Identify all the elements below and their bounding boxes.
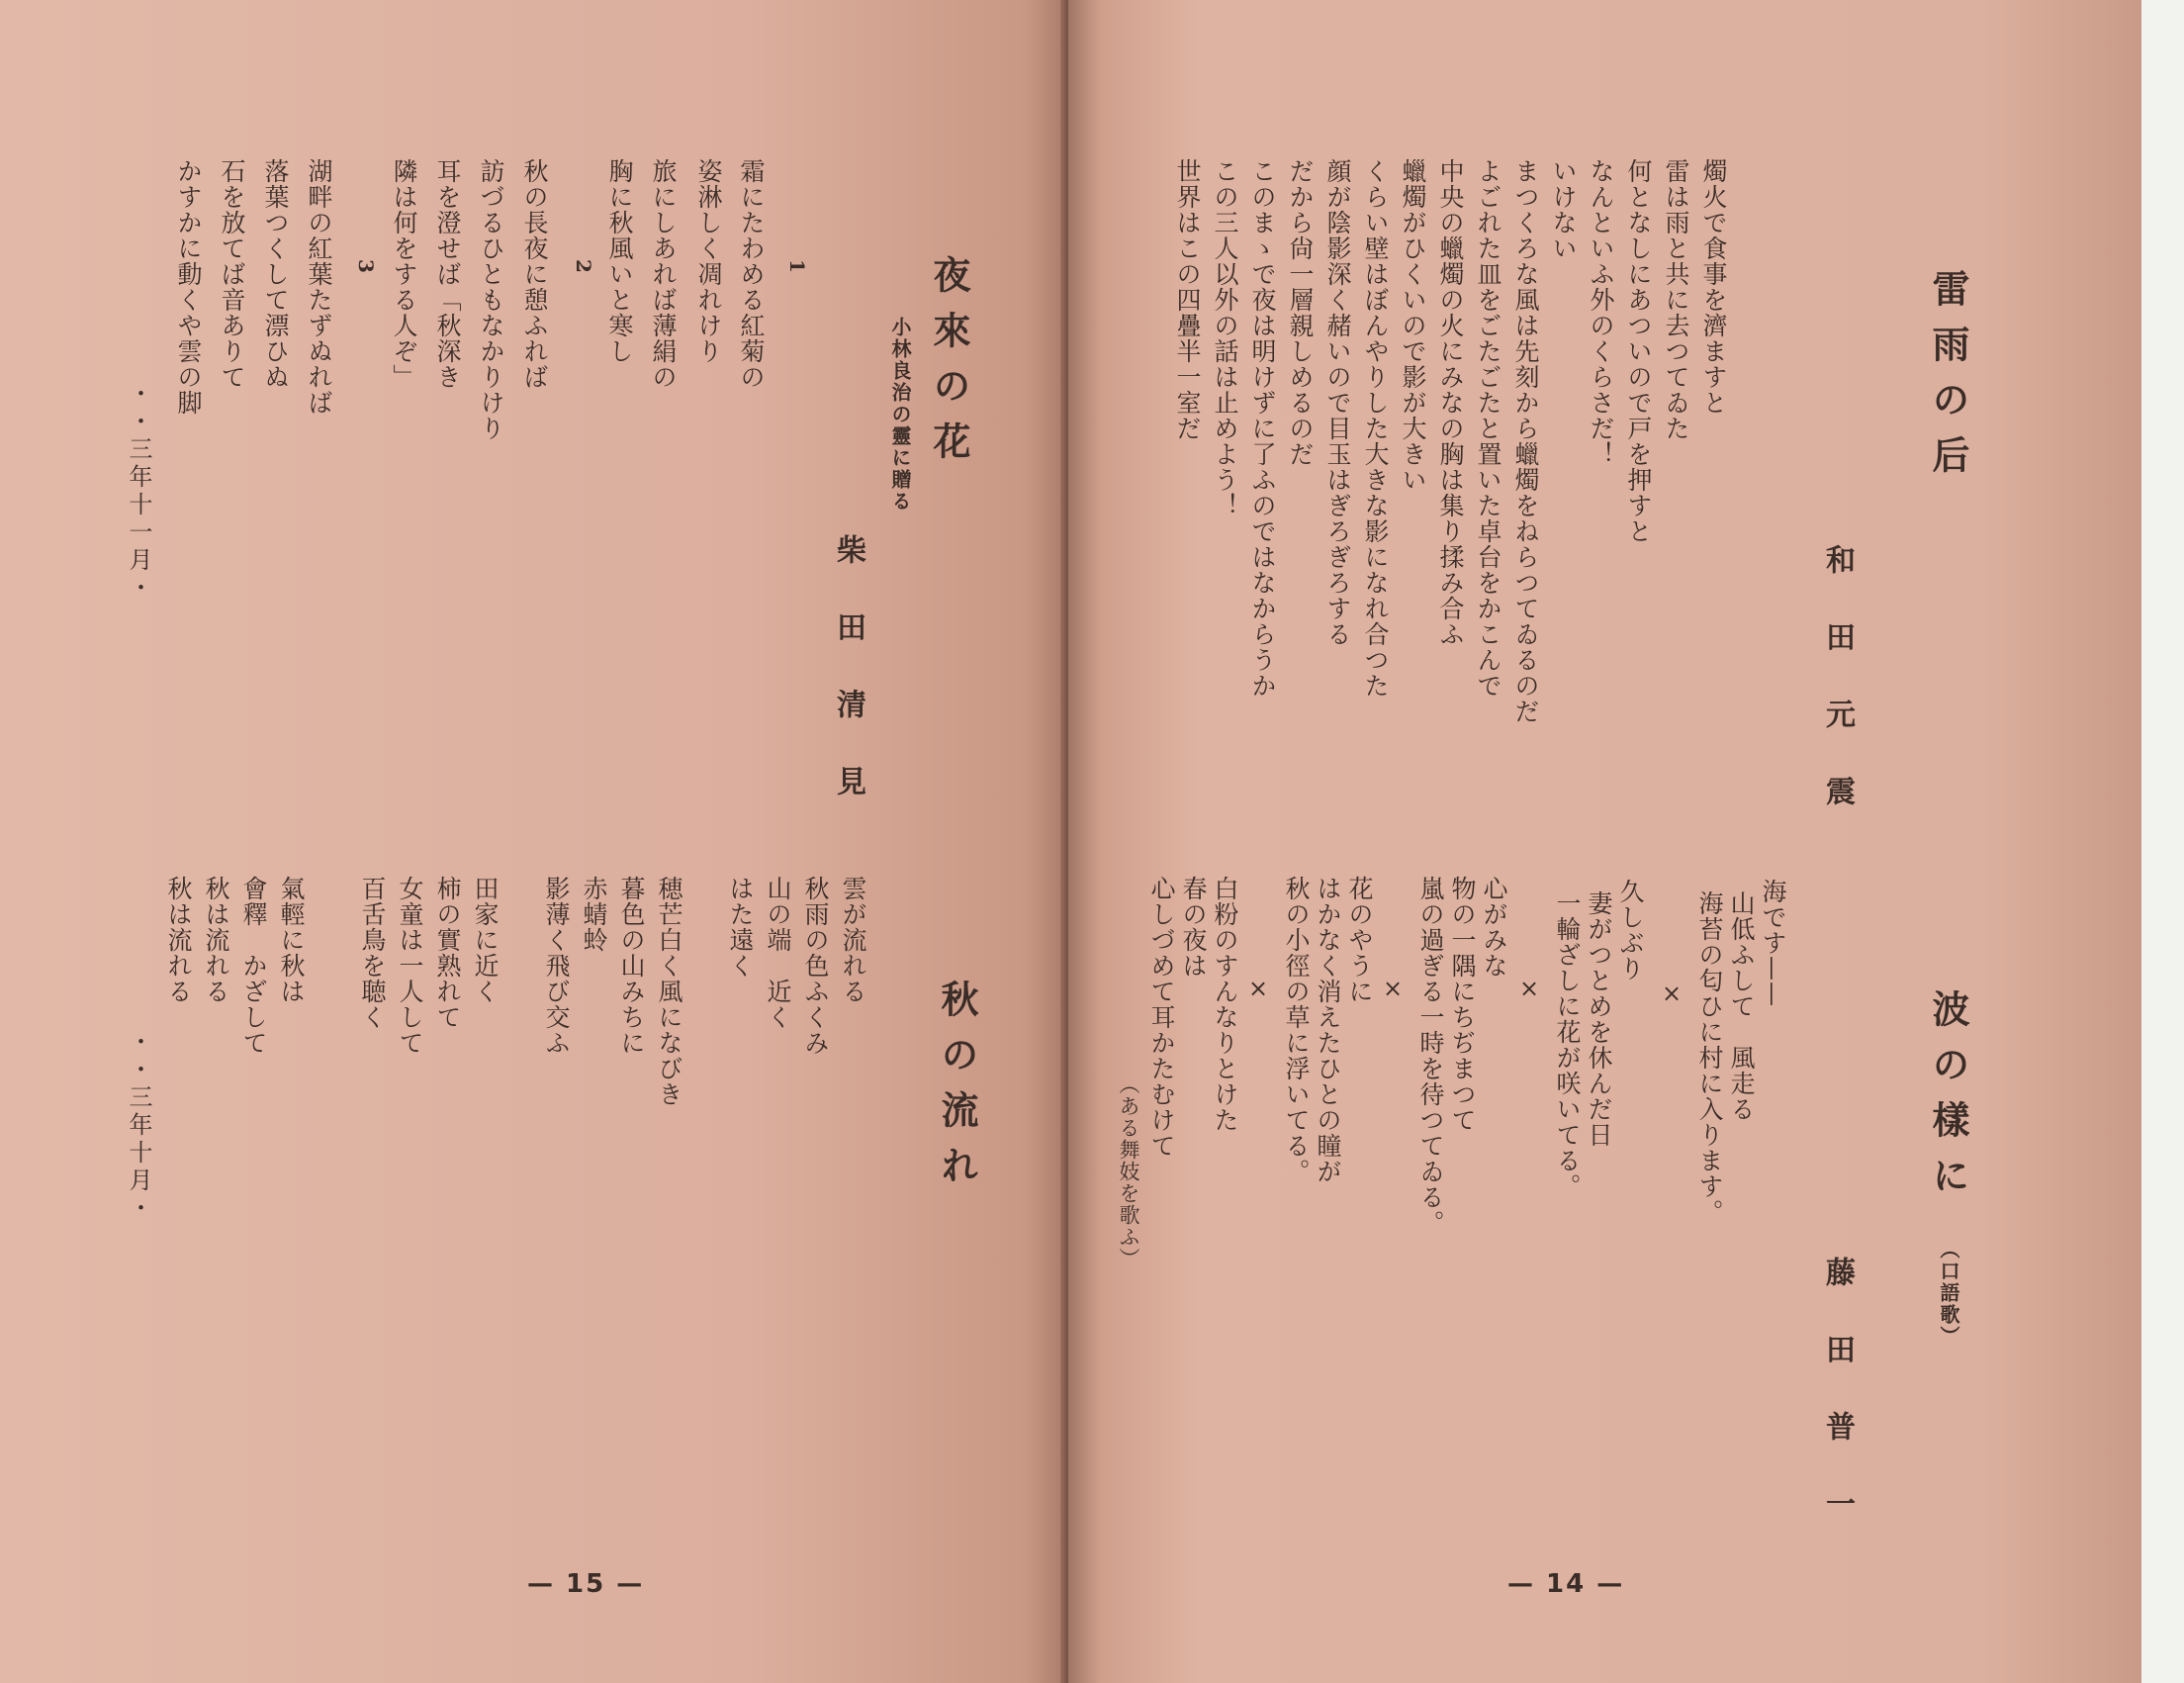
poem-author-fujita: 藤田普一 bbox=[1820, 1257, 1855, 1565]
poem-line: 落葉つくして漂ひぬ bbox=[261, 158, 290, 390]
poem-title-nami: 波の樣に bbox=[1926, 989, 1970, 1211]
poem-line: 田家に近く bbox=[471, 876, 500, 1004]
poem-author-wada: 和田元震 bbox=[1820, 544, 1855, 853]
poem-line: 白粉のすんなりとけた bbox=[1211, 876, 1239, 1133]
poem-line: 姿淋しく凋れけり bbox=[694, 158, 723, 364]
poem-line: 柿の實熟れて bbox=[433, 876, 462, 1030]
poem-line: 嵐の過ぎる一時を待つてゐる。 bbox=[1416, 876, 1445, 1236]
poem-line: 海です—— bbox=[1759, 879, 1787, 1007]
poem-line: 山低ふして 風走る bbox=[1727, 890, 1756, 1122]
poem-line: 訪づるひともなかりけり bbox=[477, 158, 505, 441]
poem-line: 隣は何をする人ぞ」 bbox=[390, 158, 418, 390]
poem-line: 久しぶり bbox=[1616, 879, 1645, 982]
poem-line: 霜にたわめる紅菊の bbox=[737, 158, 766, 390]
poem-line: 燭火で食事を濟ますと bbox=[1699, 158, 1728, 416]
separator-mark: × bbox=[1519, 975, 1540, 1002]
poem-line: 秋の小徑の草に浮いてる。 bbox=[1282, 876, 1311, 1184]
poem-line: 暮色の山みちに bbox=[617, 876, 646, 1056]
separator-mark: × bbox=[1248, 975, 1269, 1002]
poem-line: 心しづめて耳かたむけて bbox=[1147, 876, 1176, 1159]
poem-line: 花のやうに bbox=[1345, 876, 1374, 1004]
poem-line: 顔が陰影深く赭いので目玉はぎろぎろする bbox=[1323, 158, 1352, 647]
poem-line: まつくろな風は先刻から蠟燭をねらつてゐるのだ bbox=[1511, 158, 1540, 724]
poem-line: 耳を澄せば「秋深き bbox=[433, 158, 462, 390]
separator-mark: × bbox=[1662, 980, 1683, 1007]
page-number-15: — 15 — bbox=[527, 1569, 645, 1599]
poem-line: 雷は雨と共に去つてゐた bbox=[1662, 158, 1690, 441]
poem-line: 世界はこの四疊半一室だ bbox=[1173, 158, 1202, 441]
poem-line: 一輪ざしに花が咲いてる。 bbox=[1553, 890, 1582, 1199]
poem-line: 胸に秋風いと寒し bbox=[605, 158, 634, 364]
poem-line: 穂芒白く風になびき bbox=[655, 876, 683, 1107]
poem-title-yorai: 夜來の花 bbox=[927, 255, 971, 477]
poem-line: 蠟燭がひくいので影が大きい bbox=[1399, 158, 1427, 493]
page-15 bbox=[0, 0, 1068, 1683]
poem-line: 氣輕に秋は bbox=[277, 876, 306, 1004]
poem-line: このまゝで夜は明けずに了ふのではなからうか bbox=[1248, 158, 1277, 699]
poem-subtitle: （口語歌） bbox=[1937, 1239, 1960, 1348]
poem-line: いけない bbox=[1549, 158, 1578, 261]
poem-line: 雲が流れる bbox=[839, 876, 867, 1004]
section-number-2: 2 bbox=[572, 259, 595, 274]
poem-line: 中央の蠟燭の火にみなの胸は集り揉み合ふ bbox=[1436, 158, 1465, 647]
poem-note: （ある舞妓を歌ふ） bbox=[1117, 1074, 1140, 1269]
poem-line: よごれた皿をごたごたと置いた卓台をかこんで bbox=[1474, 158, 1502, 699]
poem-line: 秋は流れる bbox=[202, 876, 230, 1004]
poem-line: 石を放てば音ありて bbox=[218, 158, 246, 390]
poem-line: 妻がつとめを休んだ日 bbox=[1585, 890, 1613, 1148]
poem-line: かすかに動くや雲の脚 bbox=[174, 158, 203, 416]
poem-line: 影薄く飛び交ふ bbox=[542, 876, 571, 1056]
poem-date: ・・三年十月・ bbox=[125, 1029, 152, 1223]
poem-line: この三人以外の話は止めよう！ bbox=[1211, 158, 1239, 518]
poem-line: 秋の長夜に憩ふれば bbox=[520, 158, 549, 390]
poem-date: ・・三年十一月・ bbox=[125, 381, 152, 603]
poem-title-raiu: 雷雨の后 bbox=[1926, 269, 1970, 491]
poem-line: 女童は一人して bbox=[396, 876, 424, 1056]
section-number-3: 3 bbox=[354, 259, 378, 274]
poem-dedication: 小林良治の靈に贈る bbox=[888, 317, 912, 513]
poem-line: 秋は流れる bbox=[164, 876, 193, 1004]
poem-line: なんといふ外のくらさだ！ bbox=[1587, 158, 1615, 467]
poem-line: 何となしにあついので戸を押すと bbox=[1624, 158, 1653, 544]
poem-line: 春の夜は bbox=[1179, 876, 1208, 979]
separator-mark: × bbox=[1383, 975, 1404, 1002]
poem-line: 秋雨の色ふくみ bbox=[801, 876, 830, 1056]
poem-line: 湖畔の紅葉たずぬれば bbox=[305, 158, 333, 416]
poem-line: 山の端 近く bbox=[764, 876, 792, 1030]
poem-line: 百舌鳥を聴く bbox=[358, 876, 387, 1030]
poem-line: 會釋 かざして bbox=[239, 876, 268, 1056]
poem-line: はた遠く bbox=[726, 876, 755, 979]
page-number-14: — 14 — bbox=[1507, 1569, 1625, 1599]
page-14 bbox=[1068, 0, 2141, 1683]
section-number-1: 1 bbox=[785, 259, 809, 274]
poem-line: 赤蜻蛉 bbox=[580, 876, 608, 953]
poem-line: 旅にしあれば薄絹の bbox=[649, 158, 678, 390]
poem-line: 心がみな bbox=[1480, 876, 1508, 979]
poem-author-shibata: 柴田清見 bbox=[831, 534, 865, 843]
poem-line: 物の一隅にちぢまつて bbox=[1448, 876, 1477, 1133]
poem-line: 海苔の匂ひに村に入ります。 bbox=[1695, 890, 1724, 1225]
poem-line: はかなく消えたひとの瞳が bbox=[1314, 876, 1342, 1184]
poem-title-aki: 秋の流れ bbox=[935, 980, 979, 1201]
poem-line: だから尙一層親しめるのだ bbox=[1286, 158, 1315, 467]
poem-line: くらい壁はぼんやりした大きな影になれ合つた bbox=[1361, 158, 1390, 699]
